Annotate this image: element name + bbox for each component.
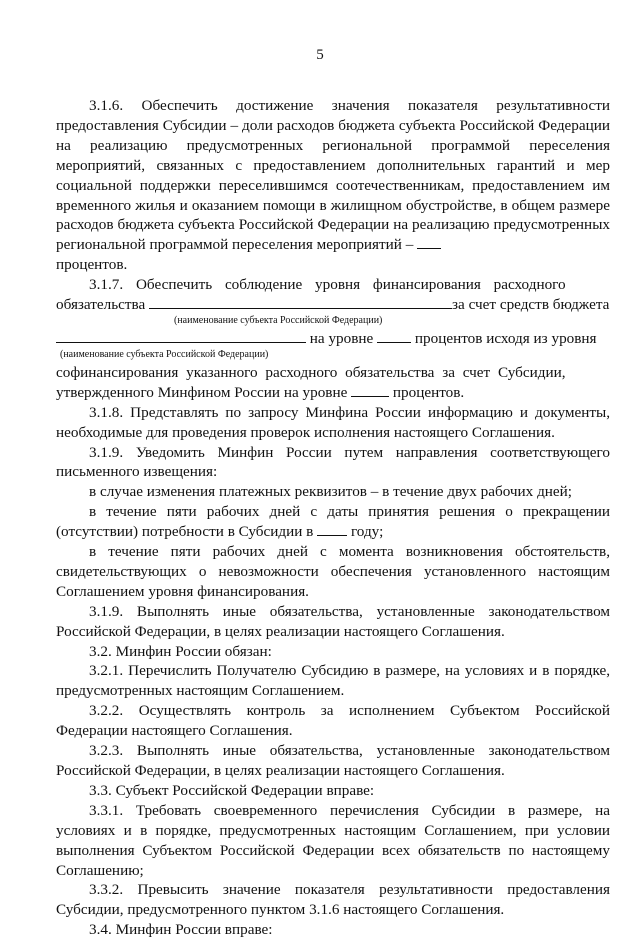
paragraph-3-1-6 (56, 96, 610, 255)
caption-row (56, 349, 610, 363)
blank-percent (377, 329, 411, 343)
blank-subject-name (149, 295, 452, 309)
line-text: утвержденного Минфином России на уровне (56, 383, 348, 401)
paragraph-3-2-3: 3.2.3. Выполнять иные обязательства, установленные законодательством Российской Федерации, в целях реализации настоящего Соглашения. (56, 742, 610, 779)
paragraph-item: в течение пяти рабочих дней с момента возникновения обстоятельств, свидетельствующих о невозможности обеспечения установленного настоящим Соглашением уровня финансирования. (56, 543, 610, 600)
line-text: на уровне (309, 329, 374, 347)
paragraph-line (56, 383, 610, 403)
line-text: обязательства (56, 296, 146, 314)
paragraph-item (56, 502, 610, 542)
paragraph-item: в случае изменения платежных реквизитов – в течение двух рабочих дней; (89, 483, 573, 501)
blank-year (317, 522, 347, 536)
caption-subject-name: (наименование субъекта Российской Федерации) (60, 348, 269, 360)
paragraph-line: софинансирования указанного расходного обязательства за счет Субсидии, (56, 363, 566, 381)
paragraph-3-2-2: 3.2.2. Осуществлять контроль за исполнением Субъектом Российской Федерации настоящего Соглашения. (56, 702, 610, 740)
blank-percent (351, 383, 389, 397)
paragraph-line (56, 295, 610, 315)
paragraph-continuation: процентов. (56, 256, 128, 274)
line-text: за счет средств бюджета (452, 296, 610, 314)
paragraph-3-2: 3.2. Минфин России обязан: (89, 642, 272, 660)
blank-field (417, 235, 441, 249)
line-text: году; (350, 523, 384, 541)
document-body (56, 96, 610, 940)
paragraph-3-4: 3.4. Минфин России вправе: (89, 921, 273, 939)
caption-row (56, 315, 610, 329)
line-text: процентов исходя из уровня (414, 329, 597, 347)
paragraph-3-2-1: 3.2.1. Перечислить Получателю Субсидию в размере, на условиях и в порядке, предусмотренных настоящим Соглашением. (56, 662, 610, 700)
paragraph-3-3-2: 3.3.2. Превысить значение показателя результативности предоставления Субсидии, предусмотренного пунктом 3.1.6 настоящего Соглашения. (56, 881, 610, 919)
paragraph-text: 3.1.6. Обеспечить достижение значения показателя результативности предоставления Субсидии – доли расходов бюджета субъекта Российской Федерации на реализацию предусмотренных региональной программой переселения мероприятий, связанных с предоставлением дополнительных гарантий и мер социальной поддержки переселившимся соотечественникам, предоставлением им временного жилья и оказанием помощи в жилищном обустройстве, в общем размере расходов бюджета субъекта Российской Федерации на реализацию предусмотренных региональной программой переселения мероприятий – (56, 97, 610, 254)
page-number: 5 (316, 47, 324, 63)
paragraph-3-1-8: 3.1.8. Представлять по запросу Минфина России информацию и документы, необходимые для проведения проверок исполнения настоящего Соглашения. (56, 403, 610, 441)
paragraph-3-1-7: 3.1.7. Обеспечить соблюдение уровня финансирования расходного (89, 276, 566, 294)
paragraph-3-1-9-second: 3.1.9. Выполнять иные обязательства, установленные законодательством Российской Федерации, в целях реализации настоящего Соглашения. (56, 602, 610, 640)
paragraph-3-3: 3.3. Субъект Российской Федерации вправе: (89, 781, 375, 799)
paragraph-line (56, 329, 610, 349)
paragraph-3-1-9: 3.1.9. Уведомить Минфин России путем направления соответствующего письменного извещения: (56, 443, 610, 481)
blank-subject-name (56, 329, 306, 343)
paragraph-3-3-1: 3.3.1. Требовать своевременного перечисления Субсидии в размере, на условиях и в порядке, предусмотренных настоящим Соглашением, при условии выполнения Субъектом Российской Федерации всех обязательств по настоящему Соглашению; (56, 801, 610, 879)
line-text: процентов. (392, 383, 465, 401)
line-text: в течение пяти рабочих дней с даты принятия решения о прекращении (отсутствии) потребности в Субсидии в (56, 503, 610, 541)
caption-subject-name: (наименование субъекта Российской Федерации) (174, 314, 383, 326)
